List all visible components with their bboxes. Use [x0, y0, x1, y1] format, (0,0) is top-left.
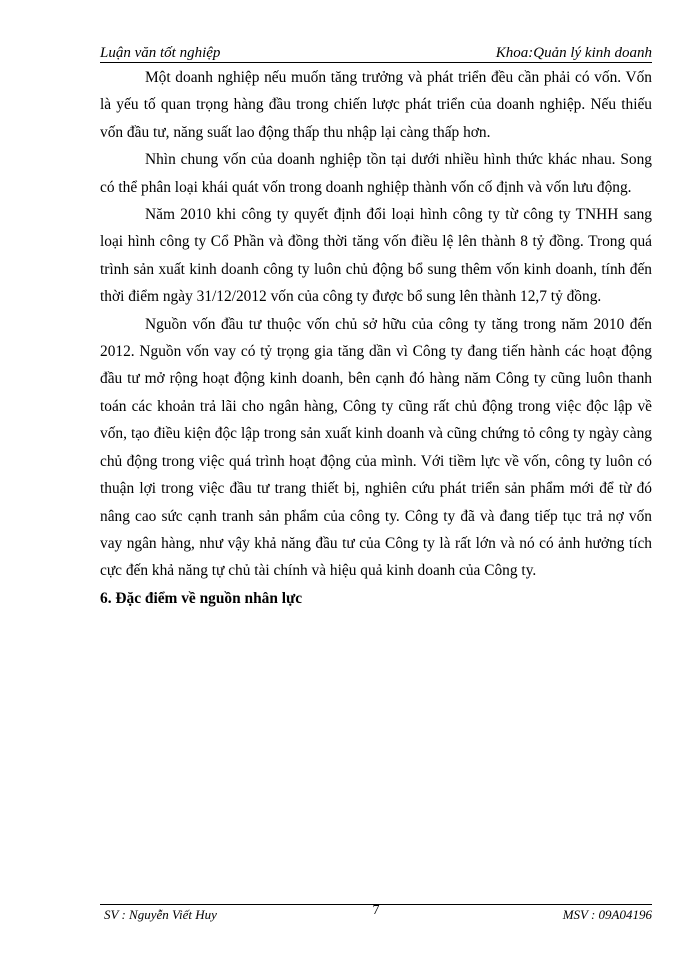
paragraph-1: Một doanh nghiệp nếu muốn tăng trưởng và phát triển đều cần phải có vốn. Vốn là yếu tố quan trọng hàng đầu trong chiến lược phát triển của doanh nghiệp. Nếu thiếu vốn đầu tư, năng suất lao động thấp thu nhập lại càng thấp hơn. — [100, 69, 652, 141]
header-right-title: Khoa:Quản lý kinh doanh — [495, 45, 652, 61]
section-heading: 6. Đặc điểm về nguồn nhân lực — [100, 589, 303, 607]
header-left-title: Luận văn tốt nghiệp — [100, 45, 221, 61]
footer-student-id: MSV : 09A04196 — [562, 907, 652, 922]
paragraph-4: Nguồn vốn đầu tư thuộc vốn chủ sở hữu của công ty tăng trong năm 2010 đến 2012. Nguồn vốn vay có tỷ trọng gia tăng dần vì Công ty đang tiến hành các hoạt động đầu tư mở rộng hoạt động kinh doanh, bên cạnh đó hàng năm Công ty cũng luôn thanh toán các khoản trả lãi cho ngân hàng, Công ty cũng rất chủ động trong việc độc lập về vốn, tạo điều kiện độc lập trong sản xuất kinh doanh và cũng chứng tỏ công ty ngày càng chủ động trong việc quá trình hoạt động của mình. Với tiềm lực về vốn, công ty luôn có thuận lợi trong việc đầu tư trang thiết bị, nghiên cứu phát triển sản phẩm mới để từ đó nâng cao sức cạnh tranh sản phẩm của công ty. Công ty đã và đang tiếp tục trả nợ vốn vay ngân hàng, như vậy khả năng đầu tư của Công ty là rất lớn và nó có ảnh hưởng tích cực đến khả năng tự chủ tài chính và hiệu quả kinh doanh của Công ty. — [100, 315, 652, 580]
header-rule — [100, 62, 652, 63]
document-body — [100, 64, 652, 612]
footer-student-name: SV : Nguyễn Viết Huy — [104, 907, 217, 922]
paragraph-3: Năm 2010 khi công ty quyết định đổi loại hình công ty từ công ty TNHH sang loại hình công ty Cổ Phần và đồng thời tăng vốn điều lệ lên thành 8 tỷ đồng. Trong quá trình sản xuất kinh doanh công ty luôn chủ động bổ sung thêm vốn kinh doanh, tính đến thời điểm ngày 31/12/2012 vốn của công ty được bổ sung lên thành 12,7 tỷ đồng. — [100, 206, 652, 306]
page-number: 7 — [372, 903, 380, 918]
paragraph-2: Nhìn chung vốn của doanh nghiệp tồn tại dưới nhiều hình thức khác nhau. Song có thể phân loại khái quát vốn trong doanh nghiệp thành vốn cố định và vốn lưu động. — [100, 151, 652, 196]
